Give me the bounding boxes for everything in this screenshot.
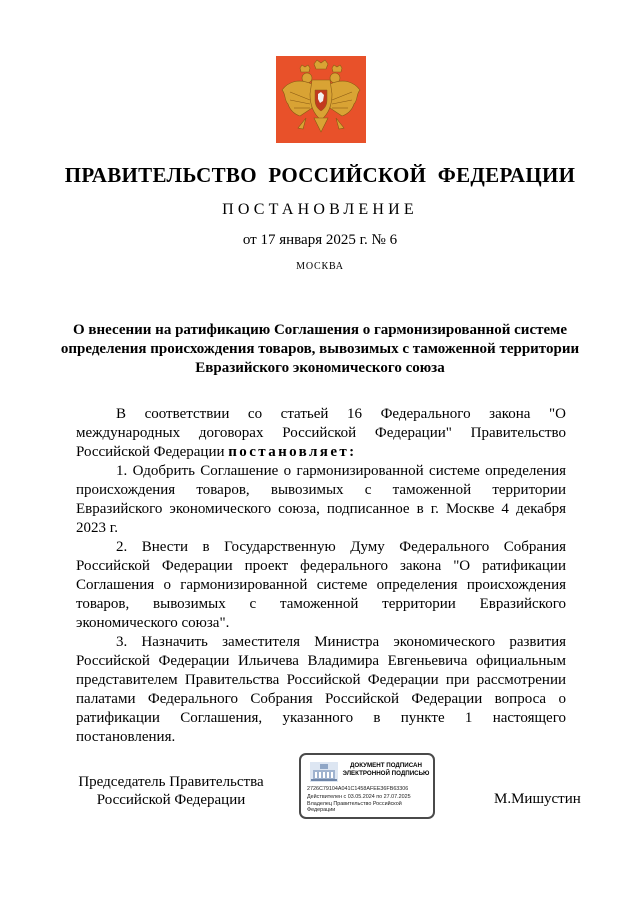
stamp-owner-line-1: Владелец Правительство Российской [307,801,402,807]
signatory-position [76,773,266,809]
stamp-owner-line-2: Федерации [307,807,336,813]
stamp-title [341,762,431,778]
document-date: от 17 января 2025 г. № 6 [242,232,398,248]
document-type: ПОСТАНОВЛЕНИЕ [222,201,418,218]
coat-of-arms-emblem [276,56,366,143]
position-line-1: Председатель Правительства [78,774,264,790]
resolves-word: постановляет: [228,444,357,460]
item-1: 1. Одобрить Соглашение о гармонизированной системе определения происхождения товаров, вывозимых с таможенной территории Евразийского экономического союза, подписанное в г. Москве 4 декабря 2023 г. [76,463,566,536]
stamp-title-line-1: ДОКУМЕНТ ПОДПИСАН [350,762,422,769]
document-body [76,405,566,747]
signatory-name: М.Мишустин [494,791,581,807]
intro-paragraph [76,405,566,462]
item-3: 3. Назначить заместителя Министра экономического развития Российской Федерации Ильичева Владимира Евгеньевича официальным представителем Правительства Российской Федерации при рассмотрении палатами Федерального Собрания Российской Федерации вопроса о ратификации Соглашения, указанного в пункте 1 настоящего постановления. [76,634,566,745]
position-line-2: Российской Федерации [96,792,246,808]
stamp-validity: Действителен с 03.05.2024 по 27.07.2025 [307,794,411,800]
stamp-title-line-2: ЭЛЕКТРОННОЙ ПОДПИСЬЮ [342,770,430,777]
document-city: МОСКВА [296,261,344,272]
electronic-signature-stamp [299,753,435,819]
stamp-certificate: 2726C79104A041C1458AFEE36FB63306 [307,786,409,792]
intro-text: В соответствии со статьей 16 Федерального закона "О международных договорах Российской Федерации" Правительство Российской Федерации [76,406,566,460]
building-icon [307,760,341,784]
government-title: ПРАВИТЕЛЬСТВО РОССИЙСКОЙ ФЕДЕРАЦИИ [64,163,576,187]
item-2: 2. Внести в Государственную Думу Федерального Собрания Российской Федерации проект федерального закона "О ратификации Соглашения о гармонизированной системе определения происхождения товаров, вывозимых с таможенной территории Евразийского экономического союза". [76,539,566,631]
document-heading: О внесении на ратификацию Соглашения о гармонизированной системе определения происхождения товаров, вывозимых с таможенной территории Евразийского экономического союза [60,322,580,376]
